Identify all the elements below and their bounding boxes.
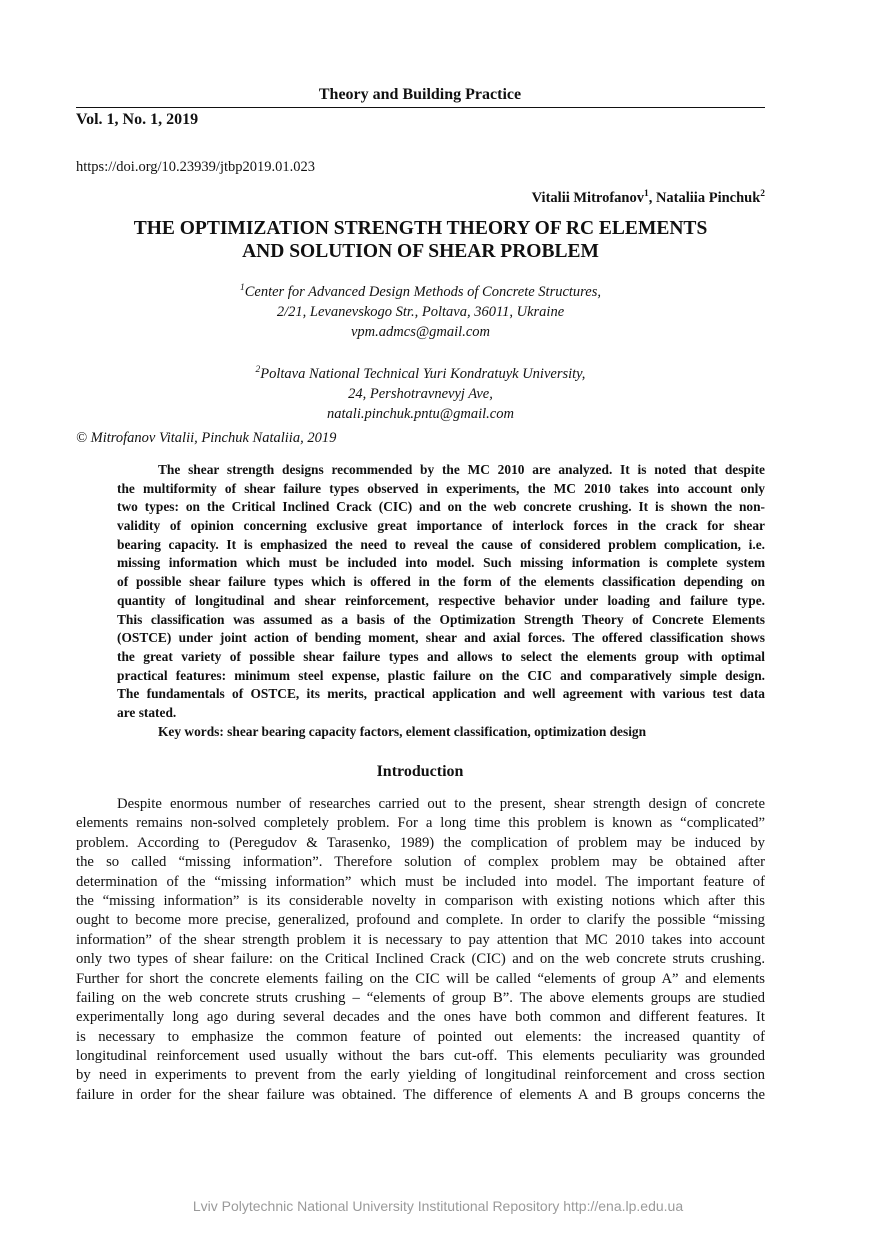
text-line: validity of opinion concerning exclusive great importance of interlock forces in the crack for shear: [117, 518, 765, 534]
affiliation-number: 1: [240, 283, 245, 293]
doi-link[interactable]: https://doi.org/10.23939/jtbp2019.01.023: [76, 159, 315, 175]
affiliation-1: [76, 278, 765, 342]
text-line: practical features: minimum steel expense, plastic failure on the CIC and comparatively simple design.: [117, 667, 765, 683]
keywords: Key words: shear bearing capacity factors, element classification, optimization design: [158, 723, 647, 739]
author-separator: ,: [648, 189, 656, 206]
author-1: Vitalii Mitrofanov: [531, 189, 644, 206]
affiliation-name: Poltava National Technical Yuri Kondratuyk University,: [260, 365, 586, 382]
abstract: [117, 461, 765, 741]
text-line: are stated.: [117, 704, 177, 720]
text-line: Despite enormous number of researches carried out to the present, shear strength design of concrete: [117, 796, 765, 812]
abstract-text: [117, 461, 765, 723]
text-line: two types: on the Critical Inclined Crack (CIC) and on the web concrete crushing. It is shown the non-: [117, 499, 765, 515]
affiliation-number: 2: [255, 365, 261, 375]
affiliation-address: 2/21, Levanevskogo Str., Poltava, 36011, Ukraine: [276, 303, 565, 320]
volume-info: Vol. 1, No. 1, 2019: [76, 111, 199, 128]
text-line: Further for short the concrete elements failing on the CIC will be called “elements of group A” and elements: [76, 970, 765, 987]
text-line: of possible shear failure types which is offered in the form of the elements classification depending on: [117, 574, 765, 590]
text-line: missing information which must be included into model. Such missing information is complete system: [117, 555, 765, 571]
text-line: the great variety of possible shear failure types and allows to select the elements group with optimal: [117, 648, 765, 664]
text-line: This classification was assumed as a basis of the Optimization Strength Theory of Concrete Elements: [117, 611, 765, 627]
text-line: (OSTCE) under joint action of bending moment, shear and axial forces. The offered classification shows: [117, 630, 765, 646]
text-line: bearing capacity. It is emphasized the need to reveal the cause of considered problem complication, i.e.: [117, 536, 765, 552]
author-2-affiliation: 2: [760, 189, 765, 199]
text-line: is necessary to emphasize the common feature of pointed out elements: the increased quantity of: [76, 1028, 765, 1045]
text-line: the “missing information” is its considerable novelty in comparison with existing notions which after this: [76, 892, 765, 909]
text-line: elements remains non-solved completely problem. For a long time this problem is known as “complicated”: [76, 815, 765, 832]
text-line: failing on the web concrete struts crushing – “elements of group B”. The above elements groups are studied: [76, 989, 765, 1006]
text-line: problem. According to (Peregudov & Tarasenko, 1989) the complication of problem may be induced by: [76, 834, 765, 851]
text-line: only two types of shear failure: on the Critical Inclined Crack (CIC) and on the web concrete struts crushing.: [76, 951, 765, 968]
affiliation-email[interactable]: vpm.admcs@gmail.com: [351, 323, 490, 340]
text-line: ought to become more precise, generalized, profound and complete. In order to clarify the possible “missing: [76, 912, 765, 929]
affiliation-email[interactable]: natali.pinchuk.pntu@gmail.com: [327, 405, 514, 422]
journal-name: Theory and Building Practice: [318, 86, 522, 103]
text-line: The fundamentals of OSTCE, its merits, practical application and well agreement with various test data: [117, 686, 765, 702]
text-line: information” of the shear strength problem it is necessary to pay attention that MC 2010 takes into account: [76, 931, 765, 948]
text-line: the so called “missing information”. Therefore solution of complex problem may be obtained after: [76, 854, 765, 871]
affiliation-2: [76, 360, 765, 424]
paper-title: [76, 217, 765, 263]
title-line: THE OPTIMIZATION STRENGTH THEORY OF RC ELEMENTS: [133, 218, 708, 239]
text-line: failure in order for the shear failure was obtained. The difference of elements A and B groups concerns the: [76, 1086, 765, 1103]
title-line: AND SOLUTION OF SHEAR PROBLEM: [242, 241, 599, 262]
affiliation-address: 24, Pershotravnevyj Ave,: [348, 385, 493, 402]
text-line: by need in experiments to prevent from the early yielding of longitudinal reinforcement and cross section: [76, 1067, 765, 1084]
authors: [532, 189, 765, 207]
section-heading-introduction: Introduction: [376, 763, 464, 780]
header-rule: [76, 107, 765, 108]
introduction-body: [76, 795, 765, 1105]
text-line: the multiformity of shear failure types observed in experiments, the MC 2010 takes into account only: [117, 480, 765, 496]
copyright: © Mitrofanov Vitalii, Pinchuk Nataliia, 2019: [76, 430, 337, 446]
author-2: Nataliia Pinchuk: [655, 189, 761, 206]
repository-footer: Lviv Polytechnic National University Institutional Repository http://ena.lp.edu.ua: [192, 1198, 684, 1214]
author-1-affiliation: 1: [644, 189, 649, 199]
text-line: experimentally long ago during several decades and the ones have both common and different features. It: [76, 1009, 765, 1026]
text-line: quantity of longitudinal and shear reinforcement, respective behavior under loading and failure type.: [117, 592, 765, 608]
text-line: The shear strength designs recommended by the MC 2010 are analyzed. It is noted that despite: [158, 462, 765, 477]
text-line: determination of the “missing information” which must be included into model. The important feature of: [76, 873, 765, 890]
affiliation-name: Center for Advanced Design Methods of Concrete Structures,: [244, 283, 601, 300]
text-line: longitudinal reinforcement used usually without the bars cut-off. This elements peculiarity was grounded: [76, 1048, 765, 1065]
